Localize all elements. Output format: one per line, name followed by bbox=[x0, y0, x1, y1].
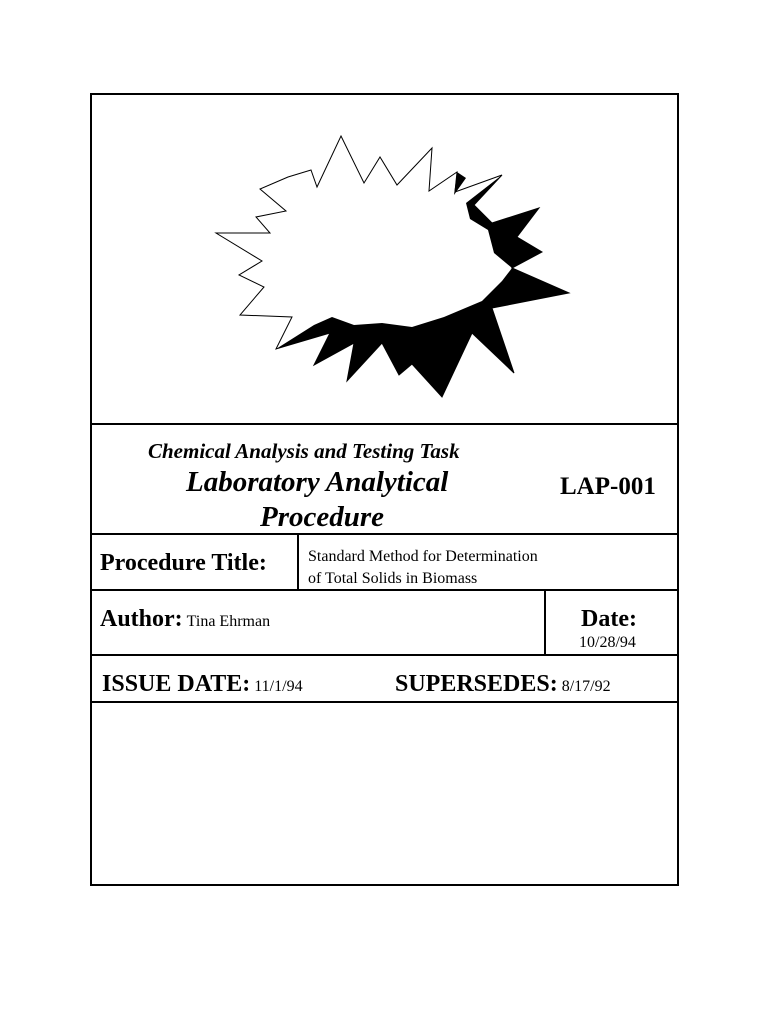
procedure-divider bbox=[297, 533, 299, 589]
date-value: 10/28/94 bbox=[579, 634, 636, 651]
author-field bbox=[100, 607, 270, 631]
date-divider bbox=[544, 589, 546, 654]
date-label: Date: bbox=[581, 606, 637, 632]
procedure-title-line2: of Total Solids in Biomass bbox=[308, 570, 478, 587]
divider-logo bbox=[92, 423, 677, 425]
procedure-title-line1: Standard Method for Determination bbox=[308, 548, 538, 565]
divider-author bbox=[92, 654, 677, 656]
starburst-icon bbox=[92, 95, 677, 423]
blank-content-area bbox=[92, 703, 677, 884]
task-heading: Chemical Analysis and Testing Task bbox=[148, 439, 460, 463]
issue-date-label: ISSUE DATE: bbox=[102, 671, 251, 697]
document-title-line2: Procedure bbox=[260, 501, 385, 533]
divider-header bbox=[92, 533, 677, 535]
cover-sheet-frame bbox=[90, 93, 679, 886]
issue-date-field bbox=[102, 672, 303, 696]
author-label: Author: bbox=[100, 606, 183, 632]
issue-date-value: 11/1/94 bbox=[254, 678, 303, 695]
divider-procedure bbox=[92, 589, 677, 591]
author-name: Tina Ehrman bbox=[186, 613, 271, 630]
supersedes-field bbox=[395, 672, 611, 696]
lap-number: LAP-001 bbox=[560, 473, 656, 500]
procedure-title-label: Procedure Title: bbox=[100, 550, 267, 576]
document-title-line1: Laboratory Analytical bbox=[186, 466, 449, 498]
supersedes-value: 8/17/92 bbox=[561, 678, 611, 695]
supersedes-label: SUPERSEDES: bbox=[395, 671, 558, 697]
